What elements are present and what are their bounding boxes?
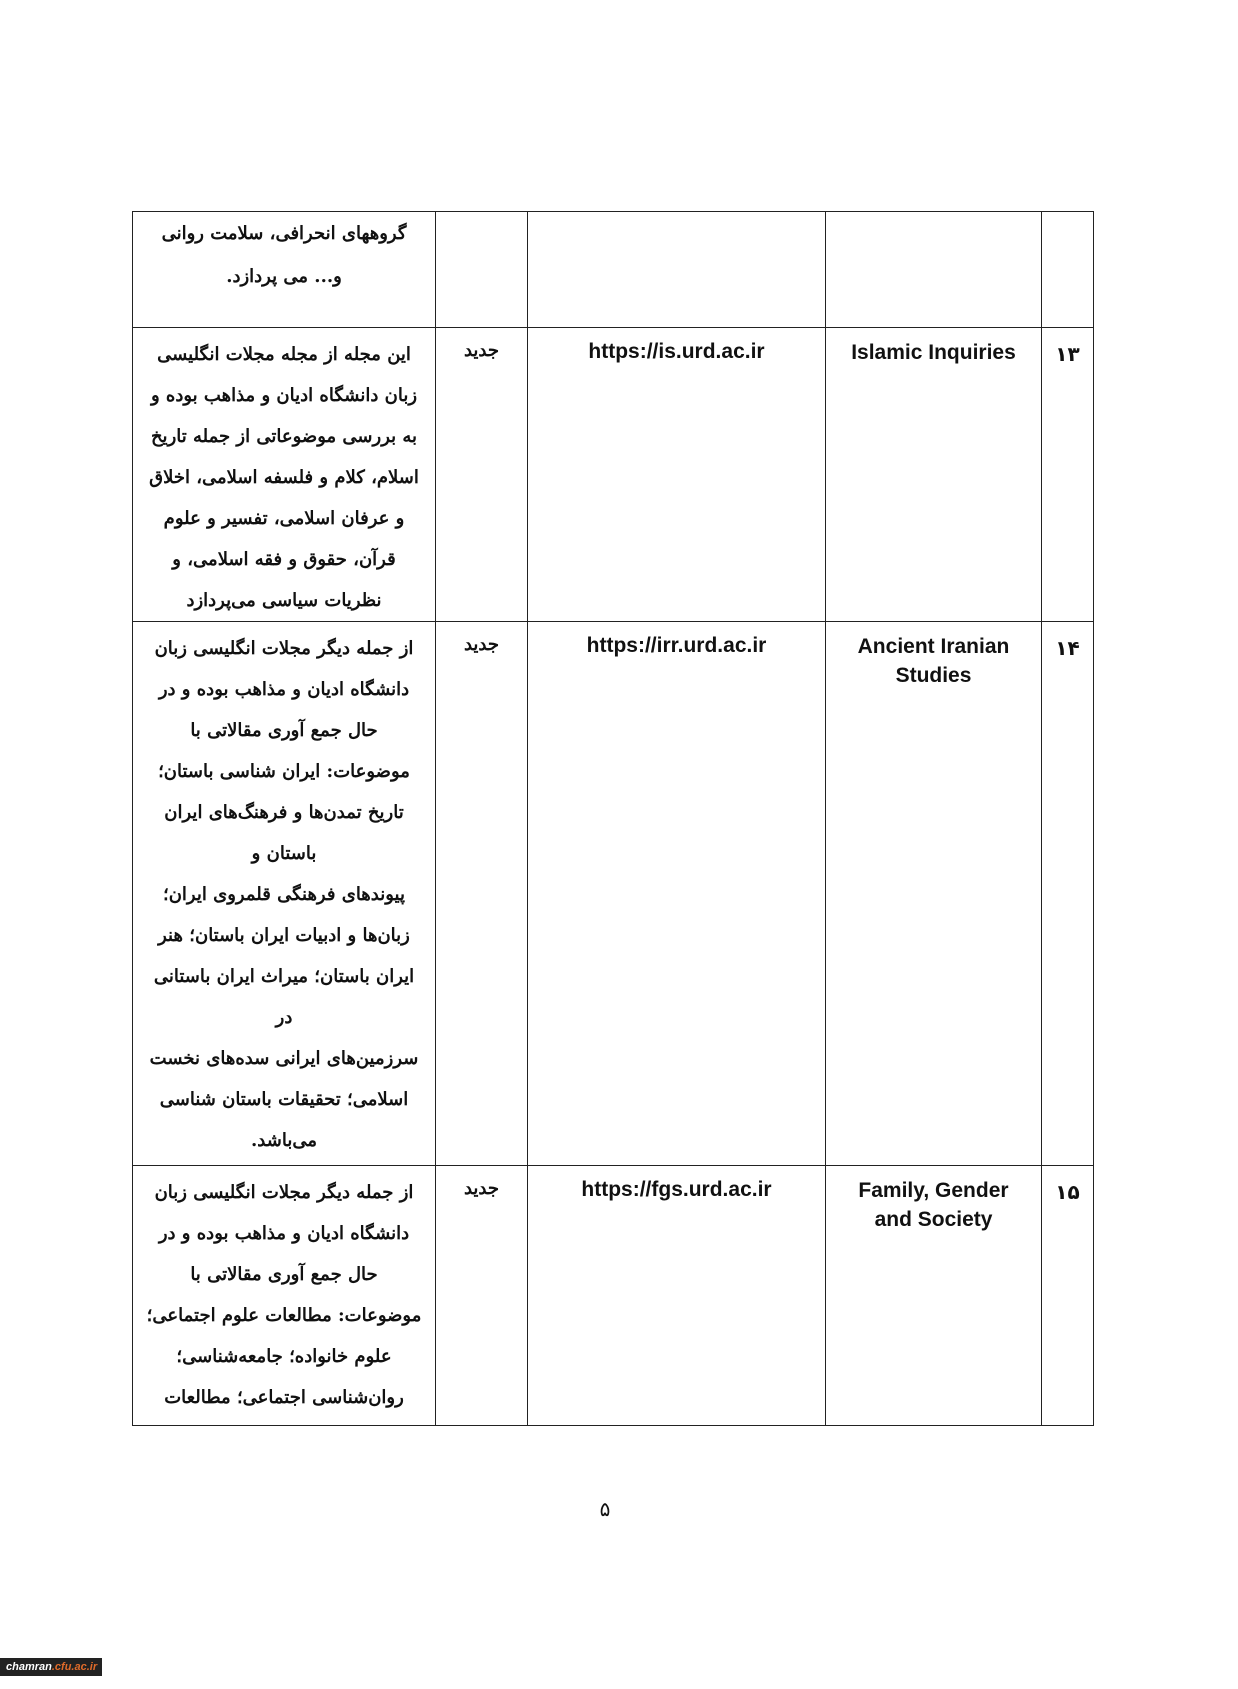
table-row: [132, 1165, 1094, 1425]
title-cell: [825, 622, 1041, 1165]
journals-table: [132, 211, 1094, 1426]
url-cell: [527, 622, 825, 1165]
title-cell: [825, 328, 1041, 621]
status-text: جدید: [463, 634, 500, 655]
watermark-suffix: .cfu.ac.ir: [51, 1661, 98, 1673]
watermark-prefix: chamran: [6, 1661, 52, 1673]
number-cell: [1041, 1166, 1094, 1425]
description-cell: [132, 622, 435, 1165]
status-text: جدید: [463, 340, 500, 361]
number-cell: [1041, 328, 1094, 621]
status-text: [436, 212, 527, 224]
description-text: این مجله از مجله مجلات انگلیسی زبان دانشگاه ادیان و مذاهب بوده و به بررسی موضوعاتی از جمله تاریخ اسلام، کلام و فلسفه اسلامی، اخلاق و عرفان اسلامی، تفسیر و علوم قرآن، حقوق و فقه اسلامی، و نظریات سیاسی می‌پردازد: [149, 344, 419, 611]
row-number: [1042, 212, 1093, 226]
url-cell: [527, 1166, 825, 1425]
row-number: ۱۴: [1055, 636, 1080, 660]
journal-title: [826, 212, 1041, 222]
journal-title: Family, Gender and Society: [858, 1179, 1009, 1231]
journal-title: Islamic Inquiries: [851, 341, 1016, 364]
number-cell: [1041, 622, 1094, 1165]
journal-url: https://fgs.urd.ac.ir: [581, 1178, 772, 1201]
table-row: [132, 327, 1094, 621]
title-cell: [825, 1166, 1041, 1425]
number-cell: [1041, 212, 1094, 327]
journal-url: https://irr.urd.ac.ir: [586, 634, 767, 657]
row-number: ۱۵: [1055, 1180, 1080, 1204]
status-cell: [435, 328, 527, 621]
row-number: ۱۳: [1055, 342, 1080, 366]
description-cell: [132, 328, 435, 621]
description-cell: [132, 1166, 435, 1425]
title-cell: [825, 212, 1041, 327]
url-cell: [527, 328, 825, 621]
journal-url: [528, 212, 825, 224]
status-text: جدید: [463, 1178, 500, 1199]
url-cell: [527, 212, 825, 327]
page-number: ۵: [599, 1497, 611, 1521]
description-cell: [132, 212, 435, 327]
description-text: از جمله دیگر مجلات انگلیسی زبان دانشگاه ادیان و مذاهب بوده و در حال جمع آوری مقالاتی با موضوعات: مطالعات علوم اجتماعی؛ علوم خانواده؛ جامعه‌شناسی؛ روان‌شناسی اجتماعی؛ مطالعات: [146, 1182, 422, 1408]
journal-title: Ancient Iranian Studies: [857, 635, 1010, 687]
site-watermark: [0, 1658, 102, 1676]
table-row: [132, 621, 1094, 1165]
description-text: گروههای انحرافی، سلامت روانی و... می پردازد.: [161, 223, 407, 287]
journal-url: https://is.urd.ac.ir: [588, 340, 765, 363]
description-text: از جمله دیگر مجلات انگلیسی زبان دانشگاه ادیان و مذاهب بوده و در حال جمع آوری مقالاتی با موضوعات: ایران شناسی باستان؛ تاریخ تمدن‌ها و فرهنگ‌های ایران باستان و پیوندهای فرهنگی قلمروی ایران؛ زبان‌ها و ادبیات ایران باستان؛ هنر ایران باستان؛ میراث ایران باستانی در سرزمین‌های ایرانی سده‌های نخست اسلامی؛ تحقیقات باستان شناسی می‌باشد.: [149, 638, 419, 1151]
table-row: [132, 212, 1094, 327]
status-cell: [435, 622, 527, 1165]
status-cell: [435, 212, 527, 327]
status-cell: [435, 1166, 527, 1425]
